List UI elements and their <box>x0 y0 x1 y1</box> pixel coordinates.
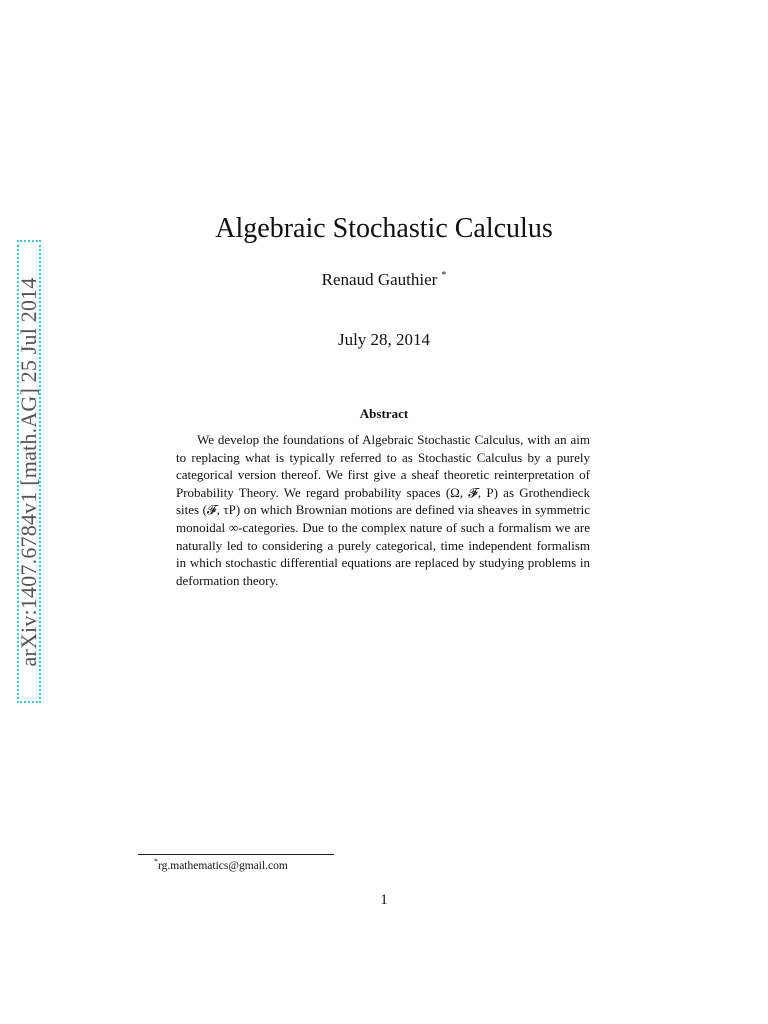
abstract-body: We develop the foundations of Algebraic Stochastic Calculus, with an aim to replacing what is typically referred to as Stochastic Calculus by a purely categorical version thereof. We first give a sheaf theoretic reinterpretation of Probability Theory. We regard probability spaces (Ω, 𝓕, P) as Grothendieck sites (𝓕, τP) on which Brownian motions are defined via sheaves in symmetric monoidal ∞-categories. Due to the complex nature of such a formalism we are naturally led to considering a purely categorical, time independent formalism in which stochastic differential equations are replaced by studying problems in deformation theory. <box>176 432 590 588</box>
paper-date: July 28, 2014 <box>337 330 431 349</box>
page-number: 1 <box>380 892 388 908</box>
footnote-mark: * <box>154 857 158 866</box>
author-footnote-mark: * <box>441 270 447 282</box>
abstract-heading: Abstract <box>359 406 409 421</box>
author-name: Renaud Gauthier <box>321 270 438 289</box>
arxiv-identifier-stamp <box>17 240 41 703</box>
footnote-email: rg.mathematics@gmail.com <box>158 859 288 872</box>
footnote-rule <box>138 854 334 855</box>
arxiv-identifier-text: arXiv:1407.6784v1 [math.AG] 25 Jul 2014 <box>16 276 41 667</box>
author-line <box>0 270 768 290</box>
footnote <box>154 857 288 872</box>
paper-title: Algebraic Stochastic Calculus <box>215 213 553 244</box>
